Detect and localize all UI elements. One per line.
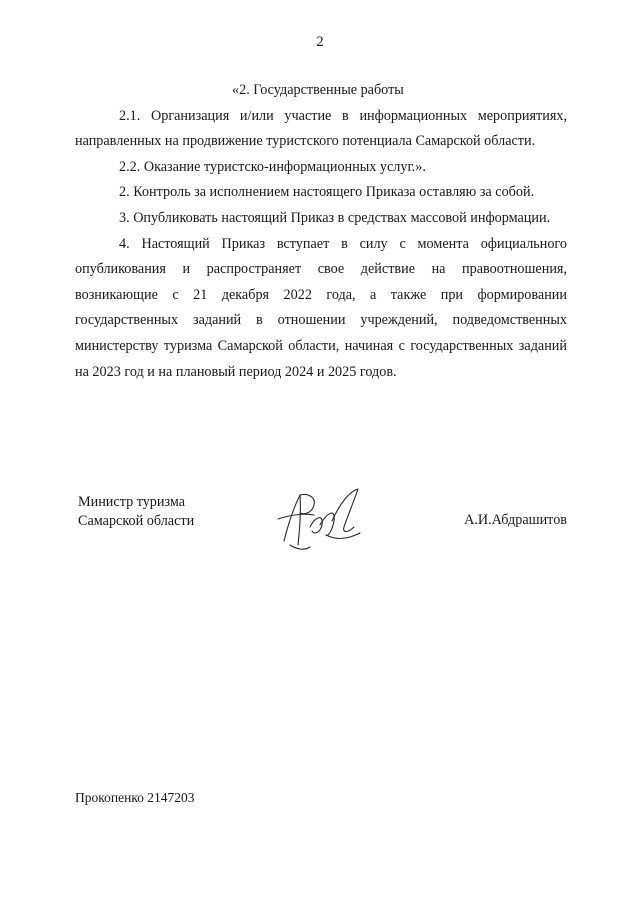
paragraph-2-2: 2.2. Оказание туристско-информационных услуг.». xyxy=(119,158,426,175)
signatory-title-line2: Самарской области xyxy=(78,513,195,529)
document-body xyxy=(75,78,567,385)
paragraph-2: 2. Контроль за исполнением настоящего Приказа оставляю за собой. xyxy=(119,184,535,201)
paragraph-3: 3. Опубликовать настоящий Приказ в средствах массовой информации. xyxy=(119,209,551,226)
page-number: 2 xyxy=(316,34,324,50)
signatory-title xyxy=(78,493,194,531)
section-heading: «2. Государственные работы xyxy=(232,82,404,98)
signatory-title-line1: Министр туризма xyxy=(78,494,186,510)
handwritten-signature xyxy=(270,485,370,557)
signatory-name: А.И.Абдрашитов xyxy=(464,512,567,528)
paragraph-2-1: 2.1. Организация и/или участие в информационных мероприятиях, направленных на продвижение туристского потенциала Самарской области. xyxy=(75,107,567,150)
executor-note: Прокопенко 2147203 xyxy=(75,790,195,805)
signature-block xyxy=(75,493,567,563)
paragraph-4: 4. Настоящий Приказ вступает в силу с момента официального опубликования и распространяет свое действие на правоотношения, возникающие с 21 декабря 2022 года, а также при формировании государственных заданий в отношении учреждений, подведомственных министерству туризма Самарской области, начиная с государственных заданий на 2023 год и на плановый период 2024 и 2025 годов. xyxy=(75,235,567,380)
